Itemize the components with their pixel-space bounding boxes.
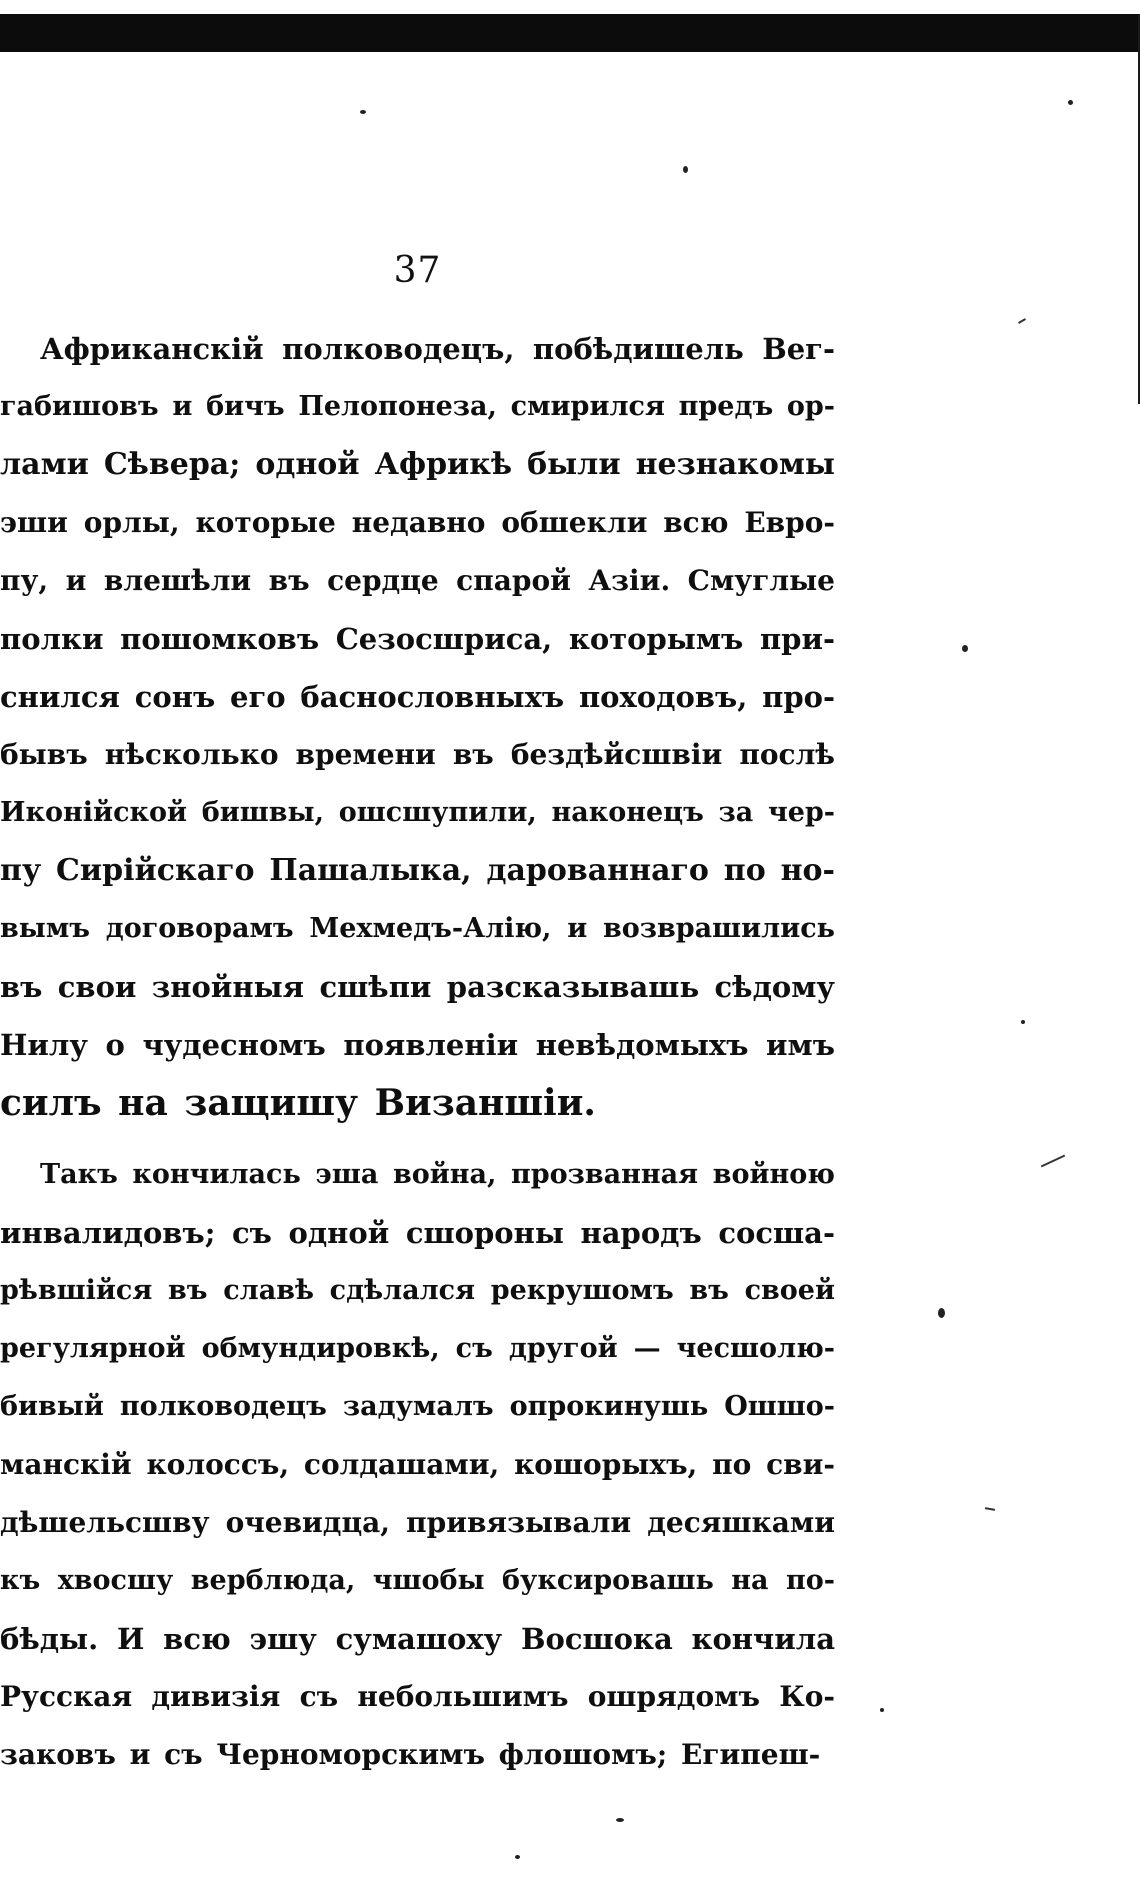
text-line-content: рѣвшійся въ славѣ сдѣлался рекрушомъ въ своей	[0, 1275, 835, 1306]
text-line	[0, 1726, 835, 1784]
text-line-content: инвалидовъ; съ одной сшороны народъ сосша-	[0, 1216, 835, 1250]
text-line-content: заковъ и съ Черноморскимъ флошомъ; Египеш-	[0, 1738, 821, 1771]
text-line-content: Русская дивизія съ небольшимъ ошрядомъ Ко-	[0, 1680, 835, 1713]
scan-speck	[515, 1855, 520, 1859]
text-line	[0, 610, 835, 668]
text-line	[0, 726, 835, 784]
text-line-content: бѣды. И всю эшу сумашоху Восшока кончила	[0, 1622, 835, 1656]
scan-speck	[938, 1308, 945, 1318]
text-line-content: регулярной обмундировкѣ, съ другой — чесшолю-	[0, 1333, 835, 1364]
text-line-content: лами Сѣвера; одной Африкѣ были незнакомы	[0, 447, 835, 482]
scan-speck	[683, 166, 688, 173]
text-line	[0, 958, 835, 1016]
scan-speck	[1021, 1020, 1025, 1024]
text-line	[0, 900, 835, 958]
text-line	[0, 1494, 835, 1552]
text-line-content: вымъ договорамъ Мехмедъ-Алію, и возврашились	[0, 913, 835, 944]
text-line-content: габишовъ и бичъ Пелопонеза, смирился предъ ор-	[0, 391, 835, 422]
text-line-content: бывъ нѣсколько времени въ бездѣйсшвіи послѣ	[0, 738, 835, 771]
text-line-content: Нилу о чудесномъ появленіи невѣдомыхъ имъ	[0, 1028, 835, 1062]
text-line	[0, 1016, 835, 1074]
text-line-content: Иконійской бишвы, ошсшупили, наконецъ за чер-	[0, 797, 835, 828]
scan-speck	[962, 645, 968, 652]
text-line-content: къ хвосшу верблюда, чшобы буксировашь на по-	[0, 1565, 835, 1596]
text-line-content: пу, и влешѣли въ сердце спарой Азіи. Смуглые	[0, 564, 835, 597]
text-line	[0, 552, 835, 610]
scan-speck	[1068, 100, 1073, 105]
text-line	[0, 1552, 835, 1610]
text-line	[0, 1074, 835, 1132]
text-line	[0, 1436, 835, 1494]
text-line	[0, 784, 835, 842]
text-line	[0, 1668, 835, 1726]
text-line	[0, 1378, 835, 1436]
page-number: 37	[393, 250, 442, 291]
text-line	[0, 842, 835, 900]
text-line-content: пу Сирійскаго Пашалыка, дарованнаго по но-	[0, 853, 835, 888]
text-line-content: бивый полководецъ задумалъ опрокинушь Ошшо-	[0, 1391, 835, 1422]
text-line-content: полки пошомковъ Сезосшриса, которымъ при-	[0, 622, 835, 656]
text-line-content: манскій колоссъ, солдашами, кошорыхъ, по сви-	[0, 1448, 835, 1481]
text-line	[0, 320, 835, 378]
text-line	[0, 436, 835, 494]
text-line	[0, 1610, 835, 1668]
scan-speck	[616, 1818, 624, 1822]
text-line-content: снился сонъ его баснословныхъ походовъ, про-	[0, 680, 835, 714]
text-line	[0, 1146, 835, 1204]
text-line	[0, 1204, 835, 1262]
text-line-content: силъ на защишу Визаншіи.	[0, 1082, 596, 1124]
text-line	[0, 1262, 835, 1320]
text-line	[0, 494, 835, 552]
text-line-content: Африканскій полководецъ, побѣдишель Вег-	[40, 332, 835, 366]
text-line	[0, 1320, 835, 1378]
text-line	[0, 378, 835, 436]
text-line-content: Такъ кончилась эша война, прозванная войною	[40, 1159, 835, 1190]
text-line-content: въ свои знойныя сшѣпи разсказывашь сѣдому	[0, 970, 835, 1004]
scan-speck	[360, 110, 366, 114]
text-line-content: дѣшельсшву очевидца, привязывали десяшками	[0, 1506, 835, 1539]
scan-speck	[880, 1708, 884, 1712]
text-line	[0, 668, 835, 726]
text-line-content: эши орлы, которые недавно обшекли всю Евро-	[0, 506, 835, 539]
